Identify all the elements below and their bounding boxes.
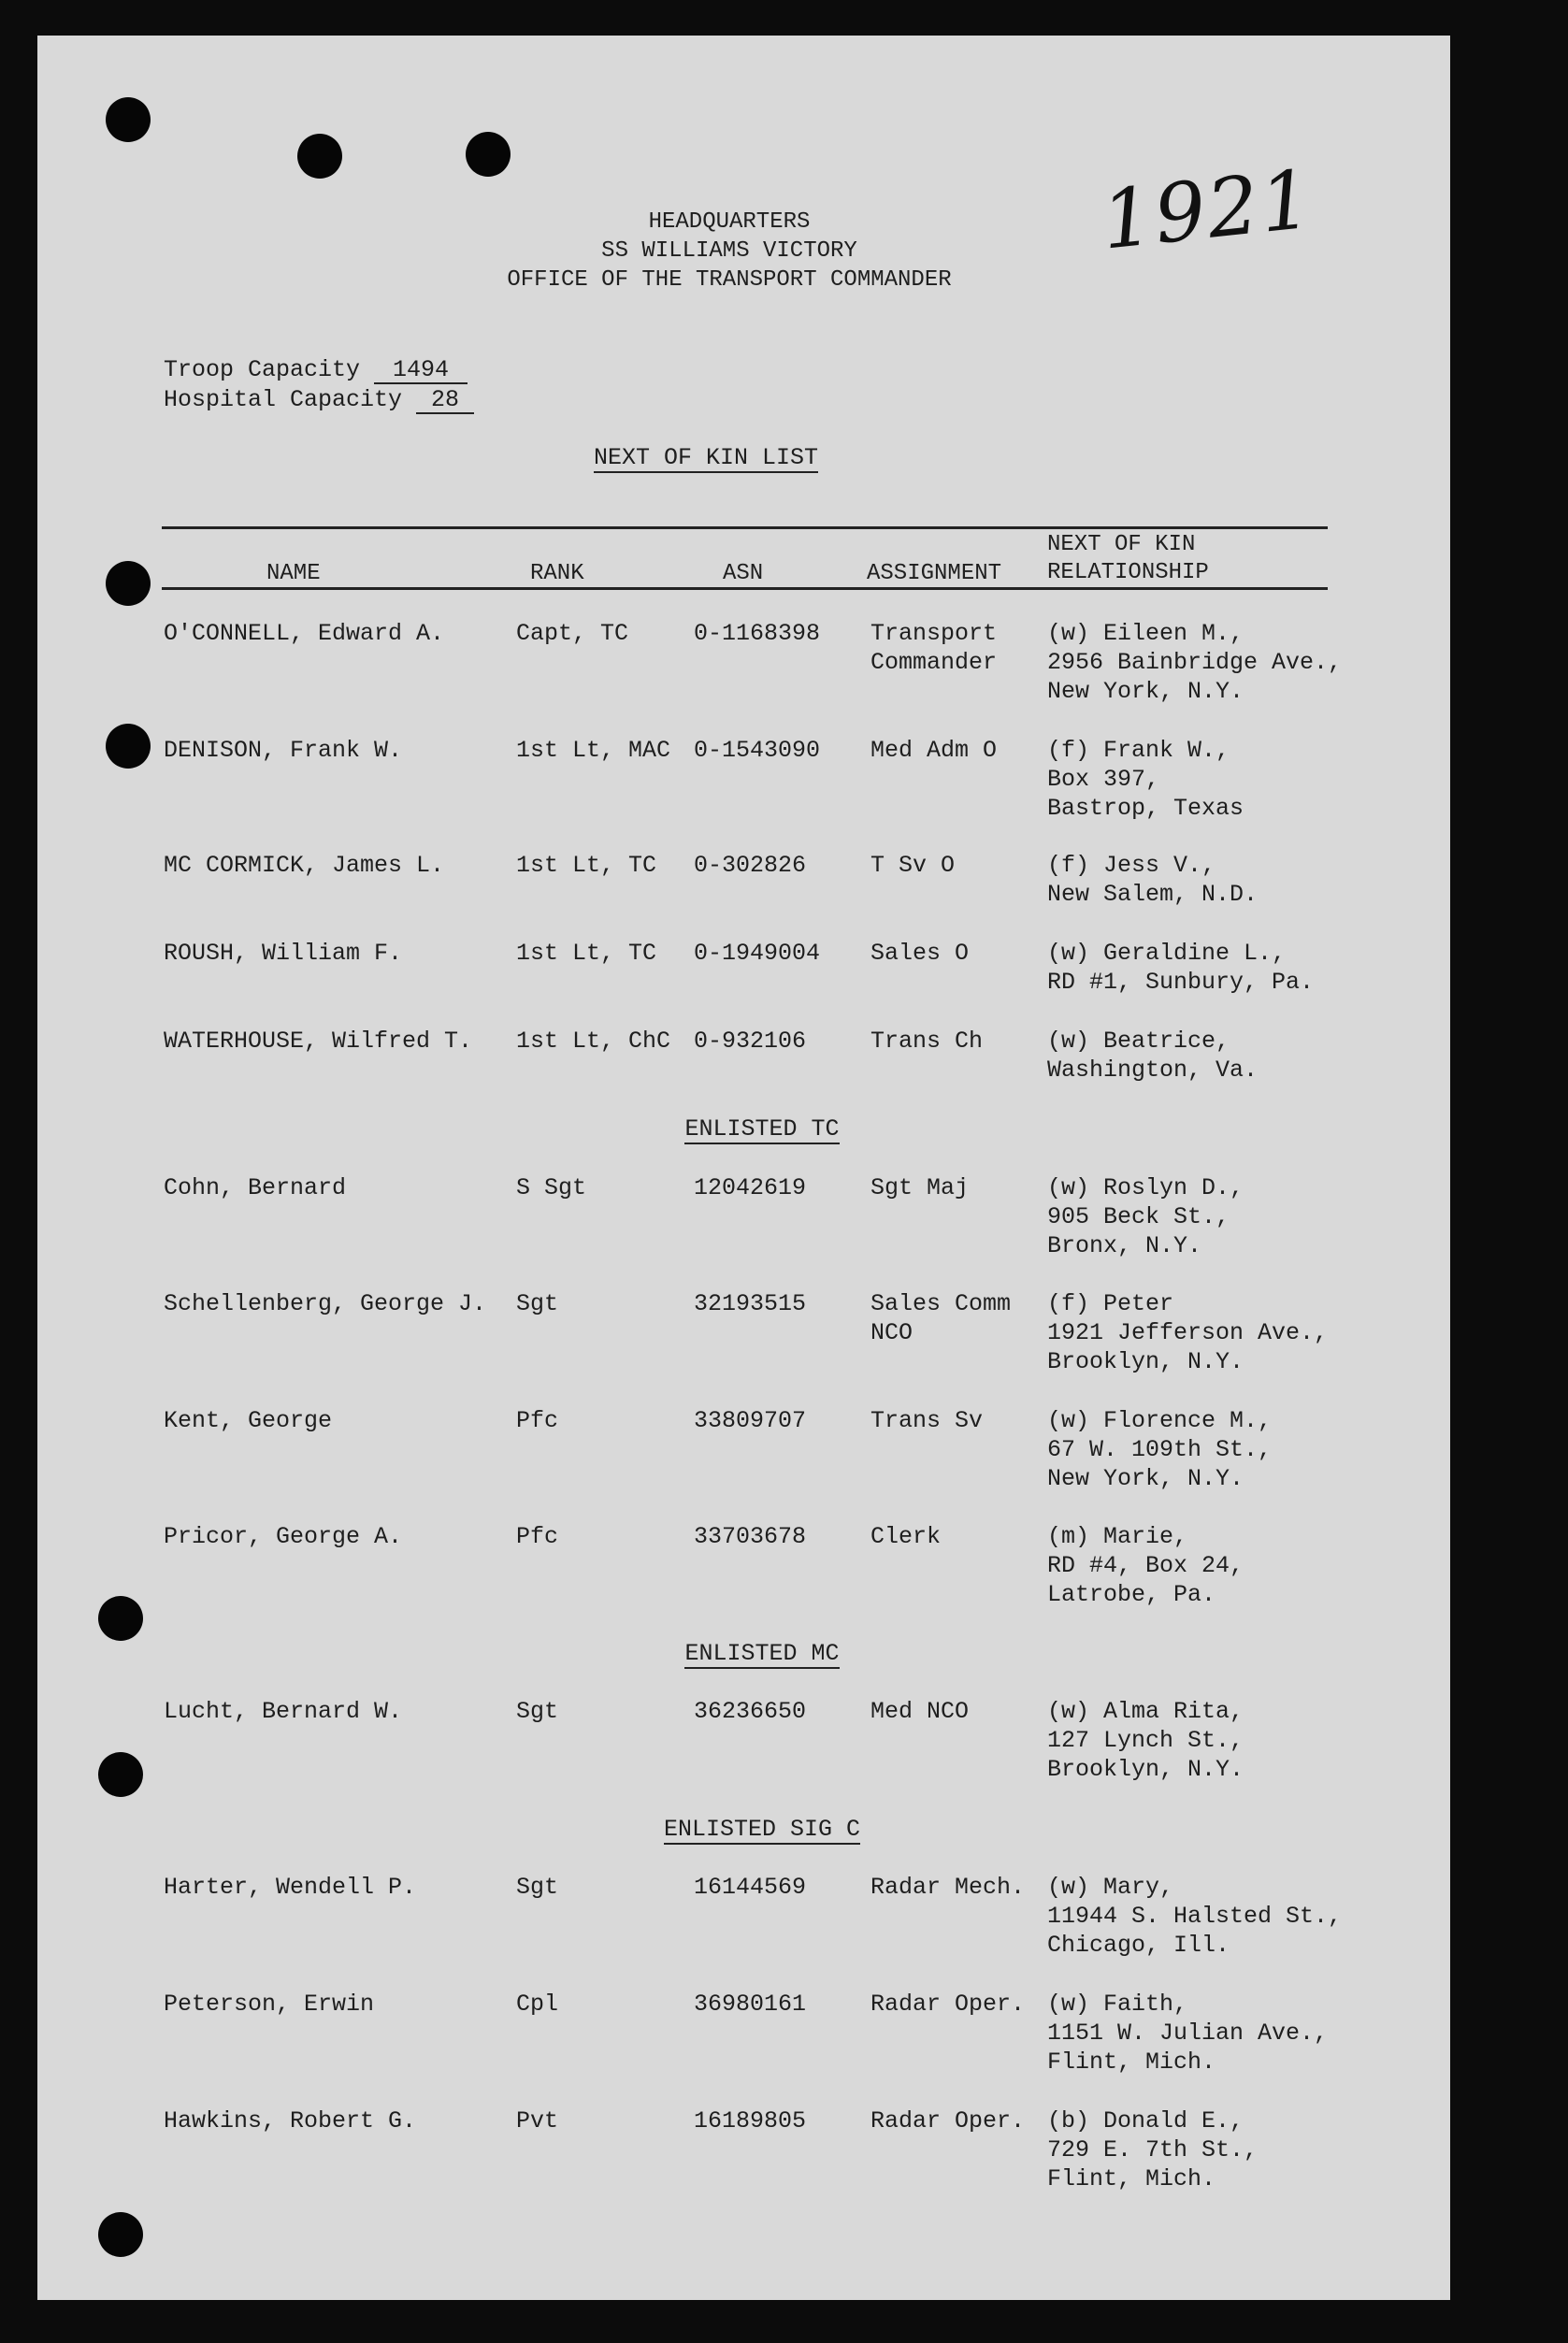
next-of-kin-line: RD #4, Box 24, [1047, 1552, 1244, 1579]
header-line: HEADQUARTERS [648, 209, 811, 235]
capacity-block [164, 355, 474, 415]
member-asn: 16189805 [694, 2107, 807, 2135]
member-assignment: Sgt Maj [870, 1174, 970, 1201]
member-rank: 1st Lt, ChC [516, 1028, 671, 1055]
member-asn: 16144569 [694, 1874, 807, 1901]
table-top-rule [162, 526, 1328, 529]
page-title: NEXT OF KIN LIST [593, 444, 819, 471]
next-of-kin-line: 1921 Jefferson Ave., [1047, 1319, 1329, 1346]
punch-hole [106, 97, 151, 142]
member-name: Harter, Wendell P. [164, 1874, 417, 1901]
next-of-kin-line: (w) Alma Rita, [1047, 1698, 1244, 1725]
member-assignment: Sales O [870, 940, 970, 967]
member-name: MC CORMICK, James L. [164, 852, 445, 879]
member-assignment: Radar Mech. [870, 1874, 1026, 1901]
column-header-name: NAME [266, 561, 321, 586]
handwritten-file-number: 1921 [1097, 152, 1318, 268]
next-of-kin-line: (b) Donald E., [1047, 2107, 1244, 2135]
column-header-rank: RANK [530, 561, 584, 586]
column-header-kin: NEXT OF KIN RELATIONSHIP [1047, 532, 1209, 585]
member-asn: 36980161 [694, 1991, 807, 2018]
next-of-kin-line: 729 E. 7th St., [1047, 2136, 1259, 2163]
next-of-kin-line: Latrobe, Pa. [1047, 1581, 1216, 1608]
member-name: Pricor, George A. [164, 1523, 403, 1550]
member-assignment: T Sv O [870, 852, 956, 879]
member-rank: S Sgt [516, 1174, 587, 1201]
member-rank: 1st Lt, TC [516, 940, 657, 967]
next-of-kin-line: (w) Mary, [1047, 1874, 1174, 1901]
next-of-kin-line: (w) Beatrice, [1047, 1028, 1230, 1055]
member-rank: Capt, TC [516, 620, 629, 647]
header-line: OFFICE OF THE TRANSPORT COMMANDER [507, 267, 952, 293]
next-of-kin-line: New York, N.Y. [1047, 678, 1244, 705]
next-of-kin-line: (m) Marie, [1047, 1523, 1188, 1550]
next-of-kin-line: (w) Eileen M., [1047, 620, 1244, 647]
punch-hole [98, 2212, 143, 2257]
punch-hole [466, 132, 511, 177]
next-of-kin-line: (w) Geraldine L., [1047, 940, 1287, 967]
member-assignment: NCO [870, 1319, 913, 1346]
member-asn: 12042619 [694, 1174, 807, 1201]
member-rank: 1st Lt, MAC [516, 737, 671, 764]
punch-hole [98, 1752, 143, 1797]
troop-capacity-value: 1494 [374, 358, 468, 384]
member-name: Schellenberg, George J. [164, 1290, 487, 1317]
member-asn: 36236650 [694, 1698, 807, 1725]
member-name: Lucht, Bernard W. [164, 1698, 403, 1725]
section-heading: ENLISTED SIG C [663, 1816, 861, 1843]
next-of-kin-line: Box 397, [1047, 766, 1160, 793]
hospital-capacity-label: Hospital Capacity [164, 386, 403, 413]
member-assignment: Commander [870, 649, 998, 676]
punch-hole [106, 561, 151, 606]
member-name: Cohn, Bernard [164, 1174, 347, 1201]
member-name: WATERHOUSE, Wilfred T. [164, 1028, 473, 1055]
next-of-kin-line: 1151 W. Julian Ave., [1047, 2020, 1329, 2047]
next-of-kin-line: New York, N.Y. [1047, 1465, 1244, 1492]
next-of-kin-line: New Salem, N.D. [1047, 881, 1259, 908]
column-header-assignment: ASSIGNMENT [867, 561, 1002, 586]
member-rank: Sgt [516, 1698, 559, 1725]
member-name: Hawkins, Robert G. [164, 2107, 417, 2135]
next-of-kin-line: 905 Beck St., [1047, 1203, 1230, 1230]
next-of-kin-line: (w) Florence M., [1047, 1407, 1273, 1434]
member-rank: Cpl [516, 1991, 559, 2018]
hospital-capacity-value: 28 [416, 388, 474, 414]
member-rank: Sgt [516, 1290, 559, 1317]
member-assignment: Trans Ch [870, 1028, 984, 1055]
punch-hole [98, 1596, 143, 1641]
member-asn: 33703678 [694, 1523, 807, 1550]
member-assignment: Transport [870, 620, 998, 647]
member-asn: 0-1543090 [694, 737, 821, 764]
next-of-kin-line: Washington, Va. [1047, 1057, 1259, 1084]
next-of-kin-line: 11944 S. Halsted St., [1047, 1903, 1343, 1930]
header-line: SS WILLIAMS VICTORY [601, 238, 857, 264]
member-assignment: Trans Sv [870, 1407, 984, 1434]
column-header-asn: ASN [723, 561, 764, 586]
table-header-rule [162, 587, 1328, 590]
next-of-kin-line: 127 Lynch St., [1047, 1727, 1244, 1754]
next-of-kin-line: (f) Jess V., [1047, 852, 1216, 879]
troop-capacity-label: Troop Capacity [164, 356, 361, 383]
member-assignment: Med NCO [870, 1698, 970, 1725]
member-name: Peterson, Erwin [164, 1991, 375, 2018]
member-asn: 0-1168398 [694, 620, 821, 647]
member-asn: 0-1949004 [694, 940, 821, 967]
member-asn: 33809707 [694, 1407, 807, 1434]
next-of-kin-line: (w) Roslyn D., [1047, 1174, 1244, 1201]
member-assignment: Radar Oper. [870, 1991, 1026, 2018]
member-assignment: Med Adm O [870, 737, 998, 764]
next-of-kin-line: (f) Peter [1047, 1290, 1174, 1317]
member-asn: 32193515 [694, 1290, 807, 1317]
member-assignment: Sales Comm [870, 1290, 1012, 1317]
next-of-kin-line: (w) Faith, [1047, 1991, 1188, 2018]
next-of-kin-line: Flint, Mich. [1047, 2165, 1216, 2192]
member-rank: Pfc [516, 1523, 559, 1550]
next-of-kin-line: RD #1, Sunbury, Pa. [1047, 969, 1315, 996]
member-asn: 0-932106 [694, 1028, 807, 1055]
document-header [486, 208, 972, 295]
member-name: Kent, George [164, 1407, 333, 1434]
next-of-kin-line: Brooklyn, N.Y. [1047, 1756, 1244, 1783]
punch-hole [106, 724, 151, 769]
member-asn: 0-302826 [694, 852, 807, 879]
member-name: ROUSH, William F. [164, 940, 403, 967]
next-of-kin-line: (f) Frank W., [1047, 737, 1230, 764]
member-name: DENISON, Frank W. [164, 737, 403, 764]
section-heading: ENLISTED MC [684, 1640, 840, 1667]
member-assignment: Clerk [870, 1523, 942, 1550]
member-name: O'CONNELL, Edward A. [164, 620, 445, 647]
member-assignment: Radar Oper. [870, 2107, 1026, 2135]
member-rank: Pfc [516, 1407, 559, 1434]
next-of-kin-line: Brooklyn, N.Y. [1047, 1348, 1244, 1375]
member-rank: 1st Lt, TC [516, 852, 657, 879]
next-of-kin-line: Bastrop, Texas [1047, 795, 1244, 822]
member-rank: Pvt [516, 2107, 559, 2135]
section-heading: ENLISTED TC [684, 1115, 840, 1143]
next-of-kin-line: Chicago, Ill. [1047, 1932, 1230, 1959]
next-of-kin-line: 2956 Bainbridge Ave., [1047, 649, 1343, 676]
next-of-kin-line: Bronx, N.Y. [1047, 1232, 1202, 1259]
member-rank: Sgt [516, 1874, 559, 1901]
next-of-kin-line: 67 W. 109th St., [1047, 1436, 1273, 1463]
punch-hole [297, 134, 342, 179]
next-of-kin-line: Flint, Mich. [1047, 2048, 1216, 2076]
